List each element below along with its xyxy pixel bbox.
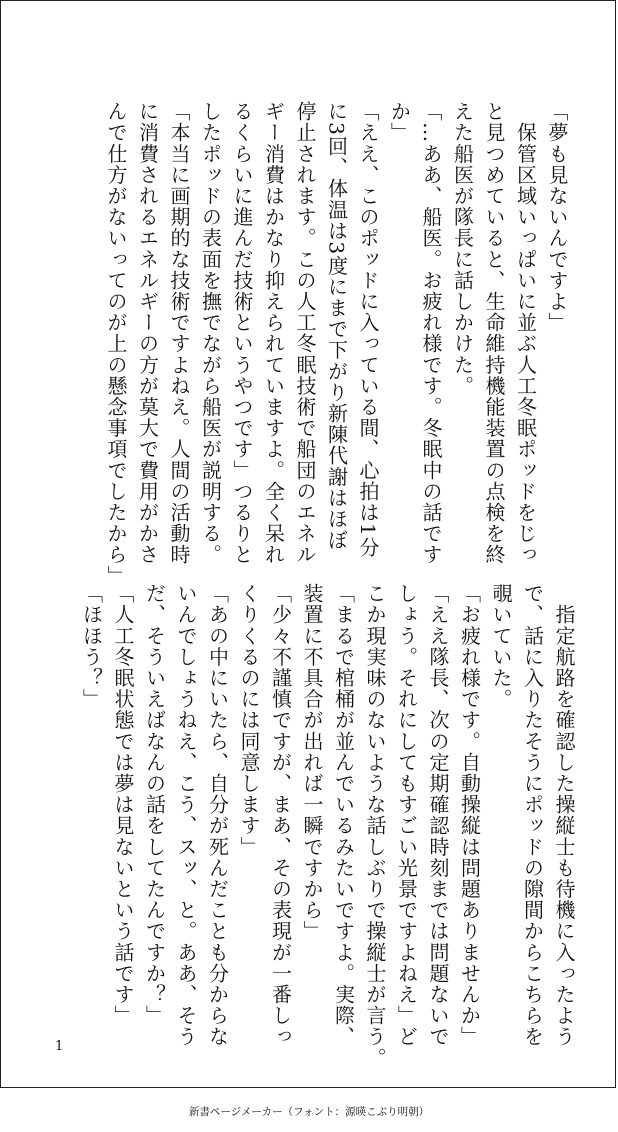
text-line: 「ええ、このポッドに入っている間、心拍は1分	[356, 101, 380, 558]
text-line: だ、そういえばなんの話をしてたんですか？」	[142, 583, 167, 1027]
text-line: 停止されます。この人工冬眠技術で船団のエネル	[293, 101, 317, 566]
text-line: 「あの中にいたら、自分が死んだことも分からな	[205, 583, 230, 1048]
text-line: くりくるのには同意します」	[237, 583, 261, 858]
text-line: 「人工冬眠状態では夢は見ないという話です」	[111, 583, 135, 1027]
text-line: ギー消費はかなり抑えられていますよ。全く呆れ	[261, 101, 286, 566]
text-line: 装置に不具合が出れば一瞬ですから」	[300, 583, 324, 942]
text-line: 「本当に画期的な技術ですよねえ。人間の活動時	[167, 101, 191, 566]
text-line: と見つめていると、生命維持機能装置の点検を終	[482, 101, 506, 566]
text-line: したポッドの表面を撫でながら船医が説明する。	[198, 101, 223, 566]
text-line: 指定航路を確認した操縦士も待機に入ったよう	[552, 583, 576, 1048]
text-line: に消費されるエネルギーの方が莫大で費用がかさ	[135, 101, 160, 566]
text-line: で、話に入りたそうにポッドの隙間からこちらを	[520, 583, 545, 1048]
text-line: 「お疲れ様です。自動操縦は問題ありませんか」	[457, 583, 482, 1048]
text-line: えた船医が隊長に話しかけた。	[450, 101, 475, 397]
text-line: に3回、体温は3度にまで下がり新陳代謝はほぼ	[324, 101, 349, 551]
text-line: 「ええ隊長、次の定期確認時刻までは問題ないで	[426, 583, 450, 1048]
text-line: か」	[387, 101, 412, 144]
text-line: 保管区域いっぱいに並ぶ人工冬眠ポッドをじっ	[513, 101, 538, 566]
text-line: 「…ああ、船医。お疲れ様です。冬眠中の話です	[419, 101, 443, 566]
text-line: 「まるで棺桶が並んでいるみたいですよ。実際、	[331, 583, 356, 1048]
text-line: 覗いていた。	[489, 583, 513, 710]
lower-text-block	[75, 583, 579, 1069]
footer-credit: 新書ページメーカー（フォント：源暎こぶり明朝）	[188, 1106, 430, 1118]
text-line: いんでしょうねえ、こう、スッ、と。ああ、そう	[174, 583, 198, 1048]
text-line: しょう。それにしてもすごい光景ですよねえ」ど	[394, 583, 419, 1048]
text-line: 「夢も見ないんですよ」	[545, 101, 569, 334]
text-line: 「ほほう？」	[79, 583, 104, 710]
text-line: こか現実味のないような話しぶりで操縦士が言う。	[363, 583, 387, 1069]
text-line: んで仕方がないってのが上の懸念事項でしたから」	[104, 101, 128, 587]
text-line: 「少々不謹慎ですが、まあ、その表現が一番しっ	[268, 583, 293, 1048]
page-number: 1	[55, 1039, 64, 1054]
text-line: るくらいに進んだ技術というやつです」つるりと	[230, 101, 254, 566]
upper-text-block	[100, 101, 573, 587]
